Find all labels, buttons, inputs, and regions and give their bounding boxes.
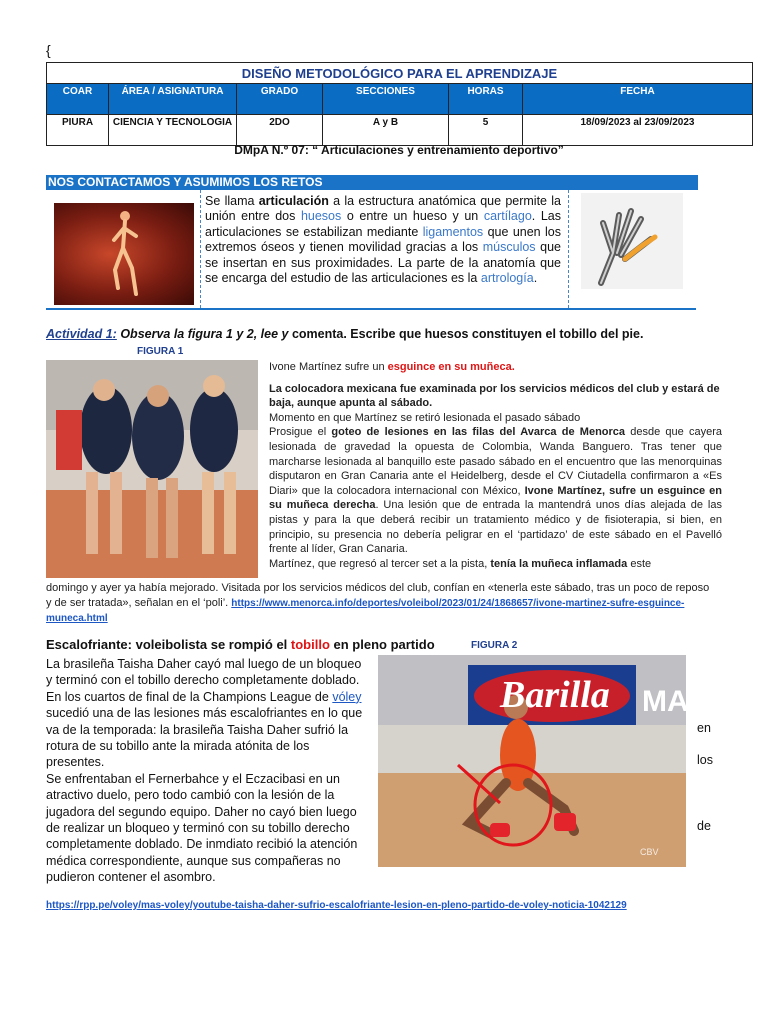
cell-value: CIENCIA Y TECNOLOGIA (109, 115, 237, 146)
intro-paragraph: Se llama articulación a la estructura anatómica que permite la unión entre dos huesos o entre un hueso y un cartílago. Las articulaciones se estabilizan mediante ligamentos que unen los extremos óseos y tienen movilidad gracias a los músculos que se insertan en sus proximidades. La parte de la anatomía que se encarga del estudio de las articulaciones es la artrología. (205, 194, 562, 286)
col-header: GRADO (237, 84, 323, 115)
header-title: DISEÑO METODOLÓGICO PARA EL APRENDIZAJE (47, 63, 753, 84)
col-header: FECHA (523, 84, 753, 115)
source-link-2[interactable]: https://rpp.pe/voley/mas-voley/youtube-taisha-daher-sufrio-escalofriante-lesion-en-pleno-partido-de-voley-noticia-1042129 (46, 900, 627, 911)
link-cartilago[interactable]: cartílago (483, 209, 532, 224)
header-table (46, 62, 753, 146)
source-link-1[interactable]: https://www.menorca.info/deportes/voleibol/2023/01/24/1868657/ivone-martinez-sufre-esguince-muneca.html (46, 597, 685, 625)
divider (568, 190, 569, 308)
link-voley[interactable]: vóley (332, 689, 362, 704)
article-2-heading: Escalofriante: voleibolista se rompió el tobillo en pleno partido (46, 637, 435, 652)
session-title: DMpA N.º 07: “ Articulaciones y entrenamiento deportivo” (234, 143, 564, 157)
link-ligamentos[interactable]: ligamentos (422, 224, 484, 239)
article-1-text: Ivone Martínez sufre un esguince en su muñeca. La colocadora mexicana fue examinada por los servicios médicos del club y estará de baja, aunque apunta al sábado. Momento en que Martínez se retiró lesionada el pasado sábado Prosigue el goteo de lesiones en las filas del Avarca de Menorca desde que cayera lesionada de gravedad la opuesta de Colombia, Wanda Banguero. Tras tener que marcharse lesionada al banquillo este pasado sábado en el encuentro que las menorquinas disputaron en Gran Canaria ante el Heidelberg, desde el CV Ciutadella confirmaron a «Es Diari» que la colocadora internacional con México, Ivone Martínez, sufre un esguince en su muñeca derecha. Una lesión que de entrada la mantendrá unos días alejada de las pistas y para la que deberá recibir un tratamiento médico y de fisioterapia, si bien, en principio, su presencia no debería peligrar en el ‘partidazo’ de este sábado en el Pavelló frente al líder, Gran Canaria. Martínez, que regresó al tercer set a la pista, tenía la muñeca inflamada este (269, 361, 722, 570)
article-1-continued: domingo y ayer ya había mejorado. Visitada por los servicios médicos del club, confían en «tenerla este sábado, tras un poco de reposo y de ser tratada», señalan en el ‘poli’. https://www.menorca.info/deportes/voleibol/2023/01/24/1868657/ivone-martinez-sufre-esguince-muneca.html (46, 582, 710, 625)
runner-figure-icon (110, 208, 140, 298)
hand-xray-image (581, 193, 683, 289)
col-header: ÁREA / ASIGNATURA (109, 84, 237, 115)
divider (200, 190, 201, 308)
figure-2-label: FIGURA 2 (471, 640, 518, 651)
cell-value: PIURA (47, 115, 109, 146)
wrapped-word: en (697, 721, 711, 735)
article-2-text: La brasileña Taisha Daher cayó mal luego de un bloqueo y terminó con el tobillo derecho completamente doblado. En los cuartos de final de la Champions League de vóley sucedió una de las lesiones más escalofriantes en lo que va de la temporada: la brasileña Taisha Daher sufrió la rotura de su tobillo ante la mirada atónita de los presentes. Se enfrentaban el Fernerbahce y el Eczacibasi en un atractivo duelo, pero todo cambió con la lesión de la jugadora del segundo equipo. Daher no cayó bien luego de realizar un bloqueo y terminó con su tobillo derecho completamente doblado. De inmdiato recibió la atención médica correspondiente, aunque sus compañeras no pudieron contener el asombro. (46, 657, 363, 885)
banner-logo: Barilla (500, 674, 610, 716)
wrapped-word: los (697, 753, 713, 767)
col-header: COAR (47, 84, 109, 115)
link-artrologia[interactable]: artrología (480, 271, 534, 286)
cell-value: 5 (449, 115, 523, 146)
activity-instruction: Actividad 1: Observa la figura 1 y 2, lee y comenta. Escribe que huesos constituyen el tobillo del pie. (46, 327, 644, 341)
col-header: HORAS (449, 84, 523, 115)
banner-text: MAK (642, 685, 711, 718)
volleyball-players-photo (46, 360, 258, 578)
wrapped-word: de (697, 819, 711, 833)
brace-mark: { (46, 42, 51, 58)
section-header: NOS CONTACTAMOS Y ASUMIMOS LOS RETOS (46, 175, 698, 190)
link-huesos[interactable]: huesos (300, 209, 342, 224)
link-musculos[interactable]: músculos (482, 240, 536, 255)
tv-logo: CBV (640, 847, 659, 857)
col-header: SECCIONES (323, 84, 449, 115)
cell-value: A y B (323, 115, 449, 146)
cell-value: 18/09/2023 al 23/09/2023 (523, 115, 753, 146)
cell-value: 2DO (237, 115, 323, 146)
figure-1-label: FIGURA 1 (137, 346, 184, 357)
